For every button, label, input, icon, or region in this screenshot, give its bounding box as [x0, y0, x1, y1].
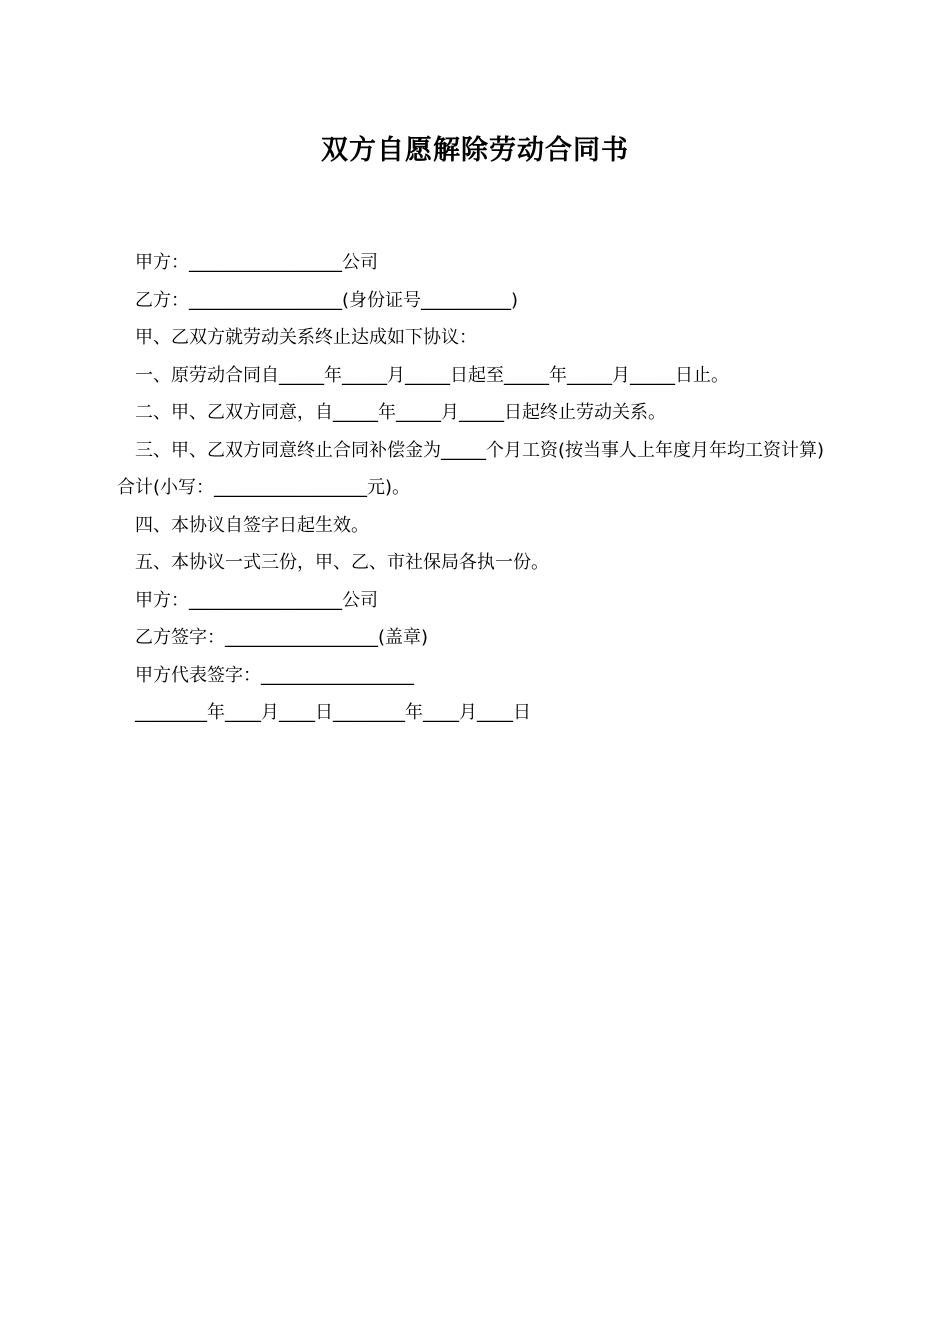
document-body — [117, 244, 839, 732]
agreement-intro: 甲、乙双方就劳动关系终止达成如下协议： — [135, 327, 477, 348]
clause-1: 一、原劳动合同自_____年_____月_____日起至_____年_____月_____日止。 — [135, 364, 729, 386]
party-a-line: 甲方：_________________公司 — [135, 252, 378, 273]
signature-party-a: 甲方：_________________公司 — [135, 589, 378, 611]
clause-2: 二、甲、乙双方同意，自_____年_____月_____日起终止劳动关系。 — [135, 402, 666, 423]
clause-3: 三、甲、乙双方同意终止合同补偿金为_____个月工资(按当事人上年度月年均工资计算)合计(小写：_________________元)。 — [117, 439, 825, 498]
signature-dates: ________年____月____日________年____月____日 — [135, 702, 531, 723]
signature-party-a-representative: 甲方代表签字：_________________ — [135, 664, 414, 686]
clause-4: 四、本协议自签字日起生效。 — [135, 514, 369, 536]
clause-5: 五、本协议一式三份，甲、乙、市社保局各执一份。 — [135, 552, 549, 573]
signature-party-b: 乙方签字：_________________(盖章) — [135, 627, 429, 648]
document-title: 双方自愿解除劳动合同书 — [321, 135, 629, 166]
party-b-line: 乙方：_________________(身份证号__________) — [135, 289, 519, 311]
